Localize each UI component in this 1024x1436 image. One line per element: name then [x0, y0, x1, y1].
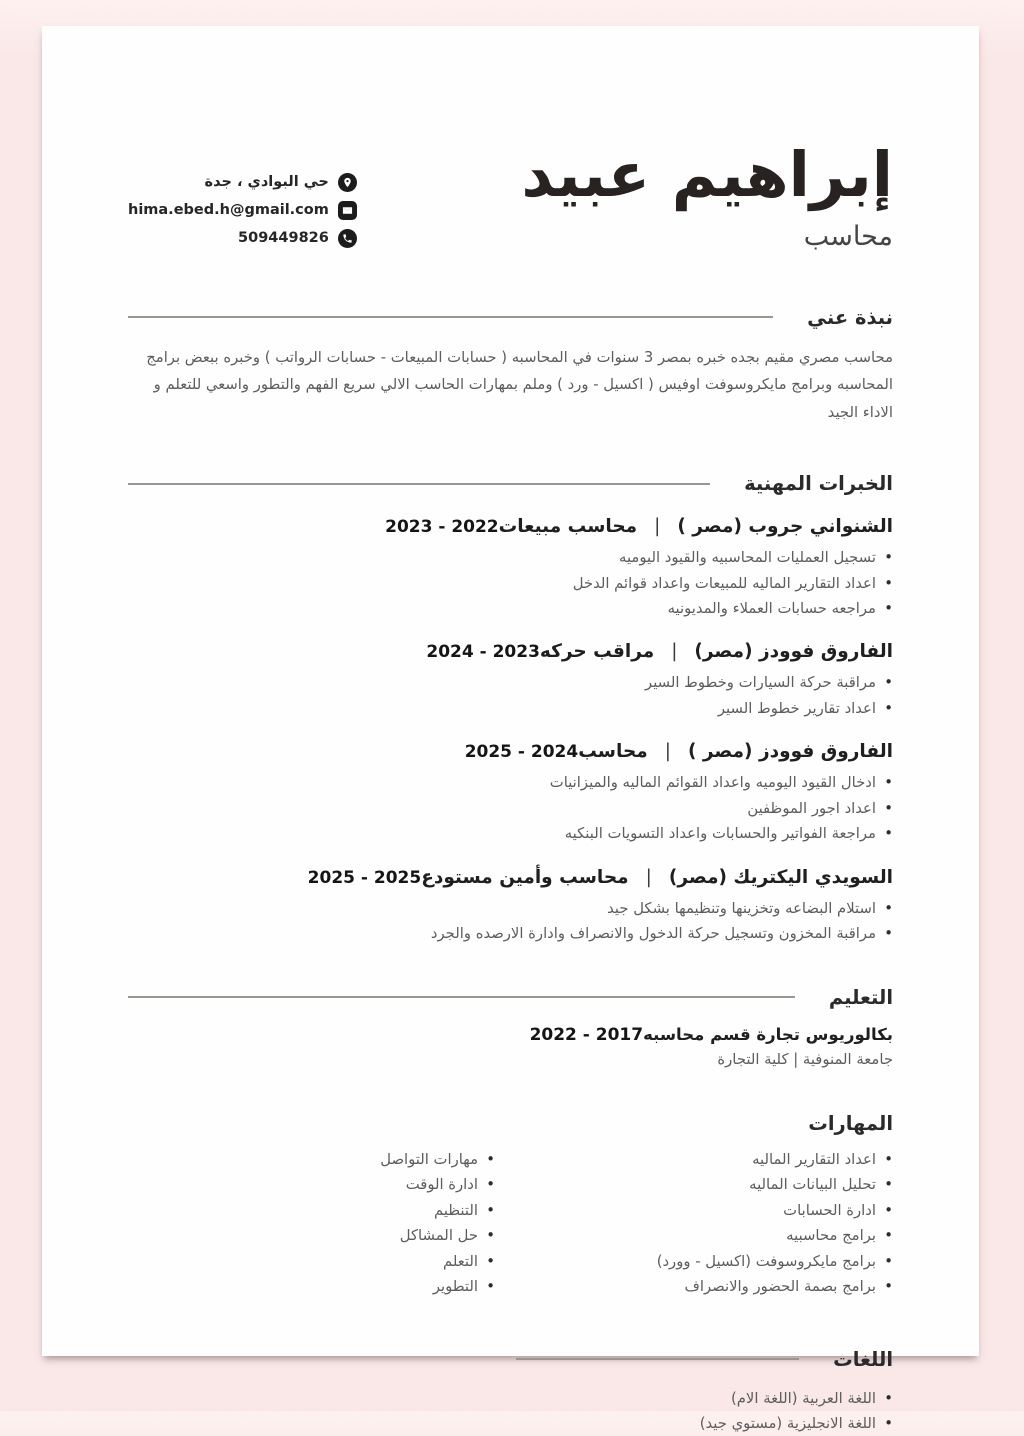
- job-dates: 2024 - 2023: [426, 642, 540, 663]
- job-bullet: • استلام البضاعه وتخزينها وتنظيمها بشكل جيد: [128, 898, 893, 920]
- skill-item: • مهارات التواصل: [128, 1149, 495, 1171]
- phone-icon: [338, 229, 357, 248]
- skill-item: • برامج مايكروسوفت (اكسيل - وورد): [495, 1251, 893, 1273]
- skills-column-left: [128, 1149, 495, 1302]
- job-company: الفاروق فوودز (مصر ): [687, 741, 893, 763]
- section-experience: [128, 472, 893, 946]
- job-role: مراقب حركه: [539, 641, 655, 663]
- section-about: [128, 306, 893, 426]
- job-title-row: [540, 641, 893, 662]
- person-name: إبراهيم عبيد: [521, 138, 893, 211]
- job-head: [128, 516, 893, 537]
- skill-item: • التعلم: [128, 1251, 495, 1273]
- job-entry: [128, 641, 893, 720]
- skill-item: • ادارة الوقت: [128, 1174, 495, 1196]
- job-bullet: • اعداد التقارير الماليه للمبيعات واعداد قوائم الدخل: [128, 573, 893, 595]
- job-head: [128, 741, 893, 762]
- education-details: [643, 1025, 893, 1068]
- education-heading: التعليم: [828, 985, 893, 1009]
- skills-heading: المهارات: [808, 1111, 893, 1135]
- education-heading-row: [128, 986, 893, 1009]
- job-bullet: • مراجعة الفواتير والحسابات واعداد التسويات البنكيه: [128, 823, 893, 845]
- job-role: محاسب مبيعات: [498, 516, 638, 538]
- job-entry: [128, 516, 893, 620]
- section-languages: [128, 1348, 893, 1436]
- job-bullet: • اعداد تقارير خطوط السير: [128, 698, 893, 720]
- experience-rule: [128, 483, 710, 485]
- phone-text: 509449826: [238, 230, 329, 247]
- skills-columns: [128, 1149, 893, 1302]
- skills-heading-row: [128, 1112, 893, 1135]
- job-head: [128, 867, 893, 888]
- resume-content: [42, 26, 979, 1436]
- contact-phone: [238, 229, 357, 248]
- email-icon: [338, 201, 357, 220]
- job-head: [128, 641, 893, 662]
- header: [128, 138, 893, 252]
- education-rule: [128, 996, 795, 998]
- name-block: [521, 138, 893, 252]
- skill-item: • تحليل البيانات الماليه: [495, 1174, 893, 1196]
- about-heading-row: [128, 306, 893, 329]
- job-bullets: [128, 547, 893, 620]
- job-bullet: • مراقبة المخزون وتسجيل حركة الدخول والانصراف وادارة الارصده والجرد: [128, 923, 893, 945]
- job-title-row: [578, 741, 893, 762]
- skill-item: • ادارة الحسابات: [495, 1200, 893, 1222]
- about-heading: نبذة عني: [807, 305, 893, 329]
- job-role: محاسب وأمين مستودع: [421, 866, 629, 888]
- location-icon: [338, 173, 357, 192]
- skill-item: • حل المشاكل: [128, 1225, 495, 1247]
- job-bullet: • تسجيل العمليات المحاسبيه والقيود اليوميه: [128, 547, 893, 569]
- education-dates: 2022 - 2017: [529, 1024, 644, 1045]
- education-school: جامعة المنوفية | كلية التجارة: [717, 1050, 893, 1068]
- separator: |: [645, 866, 652, 888]
- job-dates: 2023 - 2022: [385, 517, 499, 538]
- contact-email: [128, 201, 357, 220]
- job-role: محاسب: [578, 741, 648, 763]
- location-text: حي البوادي ، جدة: [204, 174, 329, 191]
- contact-block: [128, 173, 357, 252]
- languages-rule: [516, 1358, 799, 1360]
- job-title: محاسب: [803, 220, 893, 252]
- separator: |: [654, 516, 661, 538]
- section-education: [128, 986, 893, 1068]
- language-item: • اللغة العربية (اللغة الام): [128, 1388, 893, 1410]
- skill-item: • برامج محاسبيه: [495, 1225, 893, 1247]
- job-dates: 2025 - 2024: [464, 742, 579, 763]
- job-bullets: [128, 898, 893, 946]
- languages-list: [128, 1388, 893, 1436]
- about-text: محاسب مصري مقيم بجده خبره بمصر 3 سنوات في المحاسبه ( حسابات المبيعات - حسابات الرواتب ) وخبره ببعض برامج المحاسبه وبرامج مايكروسوفت اوفيس ( اكسيل - ورد ) وملم بمهارات الحاسب الالي سريع الفهم والتطور واسعي للتعلم و الاداء الجيد: [146, 348, 893, 421]
- email-text: hima.ebed.h@gmail.com: [128, 202, 329, 219]
- experience-heading-row: [128, 472, 893, 495]
- languages-heading-row: [128, 1348, 893, 1371]
- job-bullet: • مراجعه حسابات العملاء والمديونيه: [128, 598, 893, 620]
- skill-item: • التطوير: [128, 1276, 495, 1298]
- resume-paper: [42, 26, 979, 1433]
- skill-item: • اعداد التقارير الماليه: [495, 1149, 893, 1171]
- job-bullets: [128, 672, 893, 720]
- skill-item: • التنظيم: [128, 1200, 495, 1222]
- job-bullet: • اعداد اجور الموظفين: [128, 798, 893, 820]
- education-degree: بكالوريوس تجارة قسم محاسبه: [643, 1024, 893, 1044]
- experience-heading: الخبرات المهنية: [744, 472, 893, 496]
- skill-item: • برامج بصمة الحضور والانصراف: [495, 1276, 893, 1298]
- job-dates: 2025 - 2025: [307, 867, 422, 888]
- about-rule: [128, 316, 773, 318]
- skills-column-right: [495, 1149, 893, 1302]
- job-bullet: • مراقبة حركة السيارات وخطوط السير: [128, 672, 893, 694]
- education-entry: [128, 1025, 893, 1068]
- section-skills: [128, 1112, 893, 1302]
- contact-location: [205, 173, 357, 192]
- separator: |: [671, 641, 678, 663]
- separator: |: [664, 741, 671, 763]
- languages-heading: اللغات: [833, 1347, 893, 1371]
- job-bullet: • ادخال القيود اليوميه واعداد القوائم الماليه والميزانيات: [128, 772, 893, 794]
- job-title-row: [421, 867, 893, 888]
- job-company: السويدي اليكتريك (مصر): [668, 866, 893, 888]
- job-company: الشنواني جروب (مصر ): [677, 516, 893, 538]
- language-item: • اللغة الانجليزية (مستوي جيد): [128, 1413, 893, 1435]
- job-entry: [128, 741, 893, 845]
- job-bullets: [128, 772, 893, 845]
- job-title-row: [499, 516, 893, 537]
- job-entry: [128, 867, 893, 946]
- job-company: الفاروق فوودز (مصر): [694, 641, 893, 663]
